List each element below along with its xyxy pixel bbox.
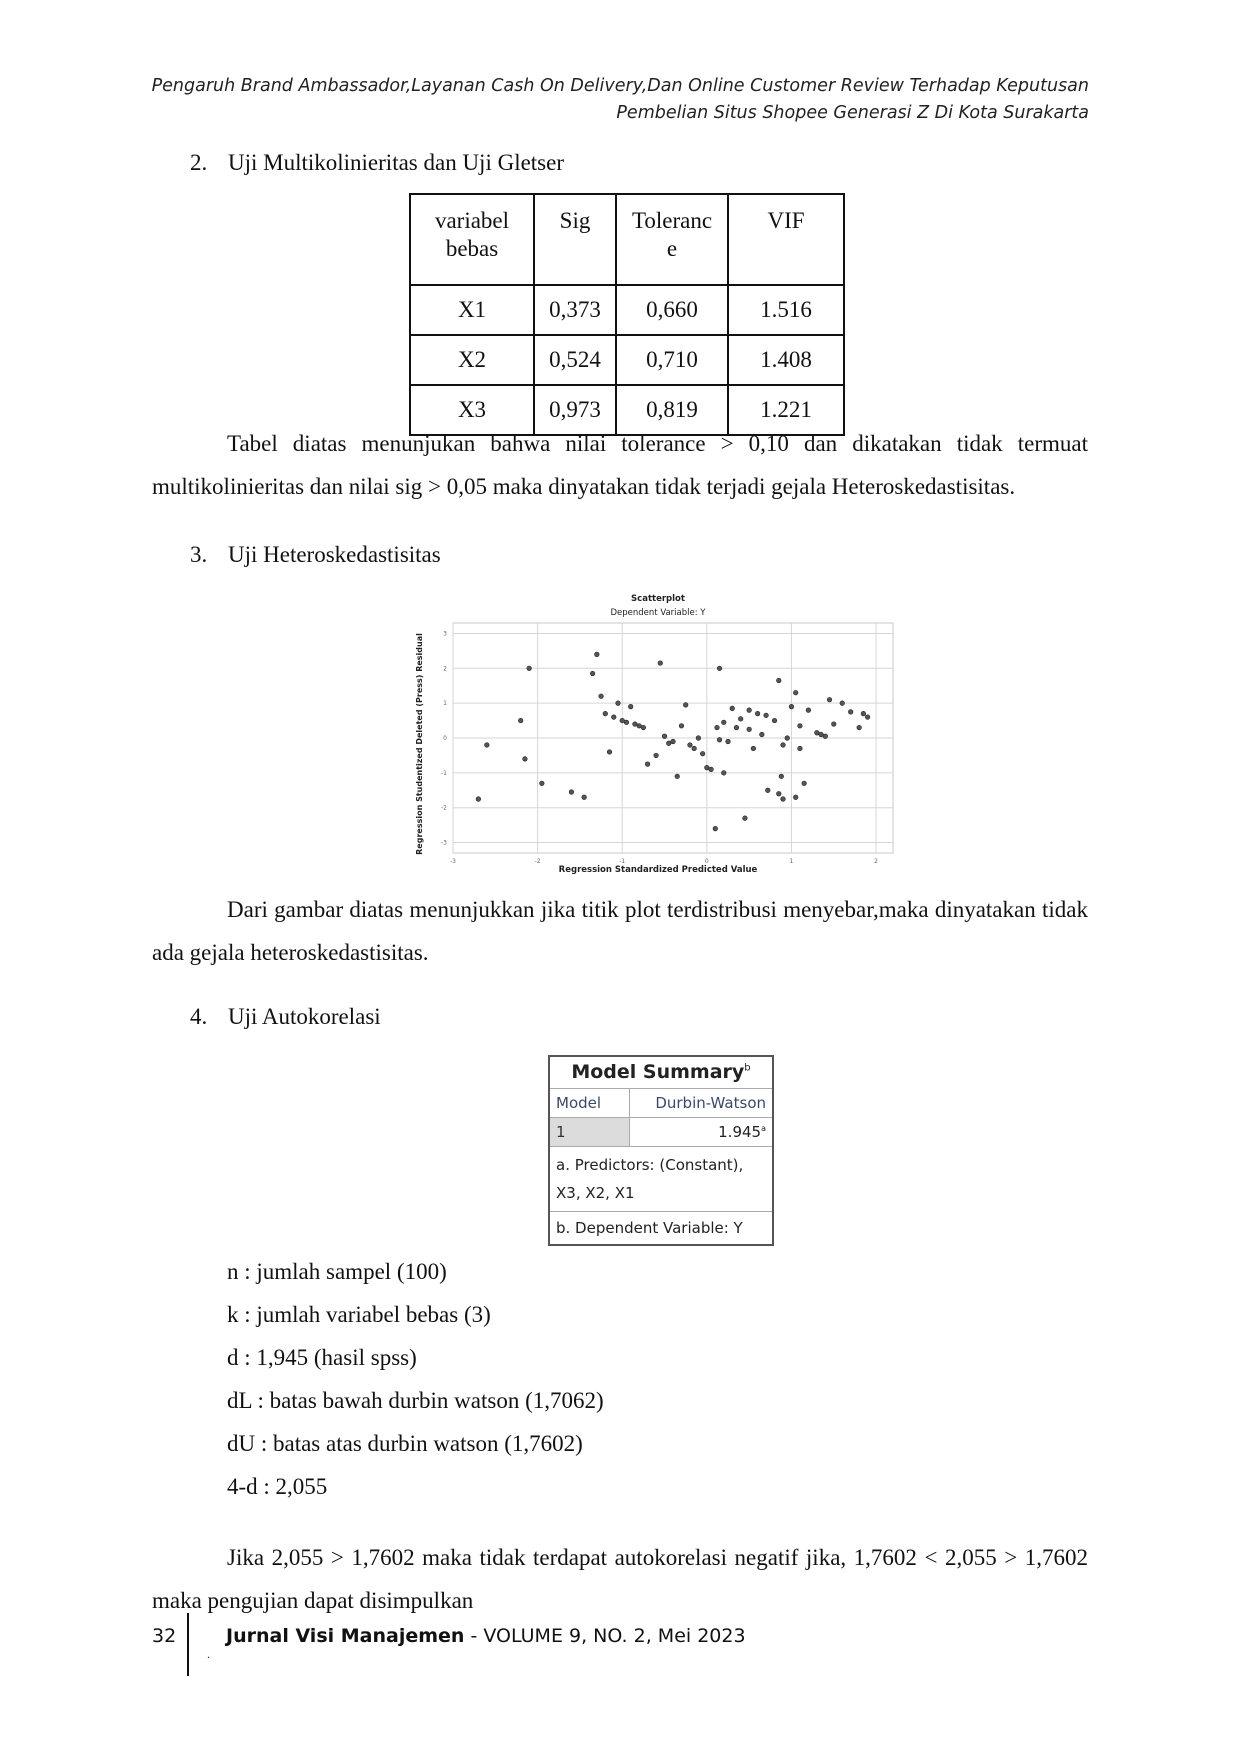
list-item: n : jumlah sampel (100): [227, 1259, 447, 1284]
table-cell: 0,973: [534, 385, 616, 435]
data-point: [654, 753, 659, 758]
table-cell: 1.408: [728, 335, 844, 385]
table-cell: X2: [410, 335, 534, 385]
durbin-watson-definitions: [227, 1250, 604, 1508]
table-row: [410, 335, 844, 385]
data-point: [764, 713, 769, 718]
y-axis-label: Regression Studentized Deleted (Press) Residual: [415, 633, 424, 855]
section-3-heading: [190, 542, 441, 568]
chart-subtitle: Dependent Variable: Y: [610, 608, 706, 618]
list-item: k : jumlah variabel bebas (3): [227, 1302, 491, 1327]
data-point: [734, 725, 739, 730]
data-point: [721, 720, 726, 725]
model-summary-title: Model Summary$^b$: [550, 1057, 772, 1089]
section-title: Uji Heteroskedastisitas: [228, 542, 441, 567]
data-point: [692, 746, 697, 751]
section-title: Uji Autokorelasi: [228, 1004, 381, 1029]
data-point: [523, 757, 528, 762]
data-point: [781, 743, 786, 748]
data-point: [857, 725, 862, 730]
x-axis-label: Regression Standardized Predicted Value: [558, 865, 758, 875]
data-point: [840, 701, 845, 706]
footnote-a: a. Predictors: (Constant), X3, X2, X1: [550, 1147, 772, 1212]
y-tick-label: 3: [443, 630, 447, 638]
table-cell: 1.221: [728, 385, 844, 435]
journal-citation: [226, 1625, 746, 1647]
data-point: [679, 724, 684, 729]
data-point: [823, 734, 828, 739]
data-point: [569, 790, 574, 795]
data-point: [607, 750, 612, 755]
durbin-watson-column-header: Durbin-Watson: [655, 1094, 766, 1112]
data-point: [611, 715, 616, 720]
data-point: [865, 715, 870, 720]
footer-dot: .: [207, 1647, 210, 1661]
multicollinearity-table: [409, 193, 845, 436]
data-point: [700, 751, 705, 756]
data-point: [793, 690, 798, 695]
data-point: [789, 704, 794, 709]
x-tick-label: 2: [874, 858, 878, 865]
data-point: [765, 788, 770, 793]
scatterplot-figure: [405, 588, 913, 880]
data-point: [861, 711, 866, 716]
table-header-cell: variabel bebas: [410, 194, 534, 285]
y-tick-label: -2: [441, 804, 447, 812]
data-point: [806, 708, 811, 713]
data-point: [760, 732, 765, 737]
table-cell: 0,819: [616, 385, 728, 435]
table-cell: 0,660: [616, 285, 728, 335]
data-point: [709, 767, 714, 772]
data-point: [798, 746, 803, 751]
data-point: [628, 704, 633, 709]
data-point: [747, 708, 752, 713]
data-point: [831, 722, 836, 727]
section-title: Uji Multikolinieritas dan Uji Gletser: [228, 150, 565, 175]
data-point: [645, 762, 650, 767]
y-tick-label: -1: [441, 769, 447, 777]
section-2-paragraph: Tabel diatas menunjukan bahwa nilai tolerance > 0,10 dan dikatakan tidak termuat multikolinieritas dan nilai sig > 0,05 maka dinyatakan tidak terjadi gejala Heteroskedastisitas.: [152, 431, 1088, 499]
running-header-line-1: Pengaruh Brand Ambassador,Layanan Cash On Delivery,Dan Online Customer Review Terhadap Keputusan: [151, 76, 1089, 96]
table-row: [410, 285, 844, 335]
model-column-header: Model: [550, 1089, 630, 1117]
list-item: 4-d : 2,055: [227, 1474, 328, 1499]
page-number: 32: [152, 1625, 177, 1647]
data-point: [713, 826, 718, 831]
data-point: [590, 671, 595, 676]
data-point: [633, 722, 638, 727]
section-2-heading: [190, 150, 564, 176]
section-number: 4.: [190, 1004, 208, 1029]
data-point: [776, 791, 781, 796]
y-tick-label: 2: [443, 665, 447, 673]
table-cell: X3: [410, 385, 534, 435]
table-header-cell: VIF: [728, 194, 844, 285]
data-point: [671, 739, 676, 744]
list-item: d : 1,945 (hasil spss): [227, 1345, 417, 1370]
section-3-paragraph: Dari gambar diatas menunjukkan jika titik plot terdistribusi menyebar,maka dinyatakan tidak ada gejala heteroskedastisitas.: [152, 897, 1088, 965]
data-point: [751, 746, 756, 751]
data-point: [717, 737, 722, 742]
data-point: [848, 710, 853, 715]
durbin-watson-value-cell: 1.945$^a$: [718, 1123, 766, 1141]
list-item: dU : batas atas durbin watson (1,7602): [227, 1431, 583, 1456]
data-point: [730, 706, 735, 711]
table-cell: 0,373: [534, 285, 616, 335]
section-number: 3.: [190, 542, 208, 567]
data-point: [755, 711, 760, 716]
data-point: [637, 724, 642, 729]
data-point: [738, 717, 743, 722]
data-point: [776, 678, 781, 683]
table-cell: 1.516: [728, 285, 844, 335]
data-point: [715, 725, 720, 730]
section-4-paragraph: Jika 2,055 > 1,7602 maka tidak terdapat autokorelasi negatif jika, 1,7602 < 2,055 > 1,7602 maka pengujian dapat disimpulkan: [152, 1545, 1088, 1613]
data-point: [696, 736, 701, 741]
data-point: [666, 741, 671, 746]
data-point: [779, 774, 784, 779]
data-point: [726, 739, 731, 744]
chart-title: Scatterplot: [631, 594, 685, 604]
data-point: [641, 725, 646, 730]
y-tick-label: 1: [443, 700, 447, 708]
table-header-cell: Sig: [534, 194, 616, 285]
data-point: [802, 781, 807, 786]
model-summary-table: [548, 1055, 774, 1246]
data-point: [658, 661, 663, 666]
data-point: [781, 797, 786, 802]
footer-divider: [187, 1613, 189, 1676]
data-point: [582, 795, 587, 800]
section-number: 2.: [190, 150, 208, 175]
y-tick-label: 0: [443, 735, 447, 742]
y-tick-label: -3: [441, 839, 447, 847]
data-point: [819, 732, 824, 737]
model-summary-data-row: [550, 1118, 772, 1147]
table-cell: X1: [410, 285, 534, 335]
data-point: [620, 718, 625, 723]
footnote-b: b. Dependent Variable: Y: [556, 1219, 743, 1237]
data-point: [743, 816, 748, 821]
data-point: [798, 724, 803, 729]
data-point: [721, 771, 726, 776]
data-point: [705, 765, 710, 770]
scatterplot-chart: [405, 588, 913, 880]
table-header-cell: Toleranc e: [616, 194, 728, 285]
data-point: [747, 727, 752, 732]
data-point: [688, 743, 693, 748]
data-point: [599, 694, 604, 699]
table-cell: 0,710: [616, 335, 728, 385]
data-point: [603, 711, 608, 716]
data-point: [683, 703, 688, 708]
data-point: [717, 666, 722, 671]
x-tick-label: -3: [450, 858, 456, 865]
data-point: [675, 774, 680, 779]
data-point: [793, 795, 798, 800]
data-point: [827, 697, 832, 702]
table-cell: 0,524: [534, 335, 616, 385]
model-summary-header-row: [550, 1089, 772, 1118]
journal-name: Jurnal Visi Manajemen: [226, 1625, 465, 1647]
x-tick-label: 1: [789, 858, 794, 865]
x-tick-label: 0: [704, 858, 709, 865]
data-point: [662, 734, 667, 739]
data-point: [518, 718, 523, 723]
data-point: [785, 736, 790, 741]
x-tick-label: -1: [619, 858, 626, 865]
table-header-row: [410, 194, 844, 285]
journal-volume: - VOLUME 9, NO. 2, Mei 2023: [464, 1625, 746, 1647]
data-point: [595, 652, 600, 657]
data-point: [540, 781, 545, 786]
section-4-heading: [190, 1004, 381, 1030]
data-point: [527, 666, 532, 671]
x-tick-label: -2: [534, 858, 541, 865]
data-point: [485, 743, 490, 748]
data-point: [476, 797, 481, 802]
data-point: [772, 718, 777, 723]
data-point: [624, 720, 629, 725]
model-number-cell: 1: [550, 1118, 630, 1146]
data-point: [815, 730, 820, 735]
running-header-line-2: Pembelian Situs Shopee Generasi Z Di Kota Surakarta: [616, 103, 1089, 123]
data-point: [616, 701, 621, 706]
list-item: dL : batas bawah durbin watson (1,7062): [227, 1388, 604, 1413]
